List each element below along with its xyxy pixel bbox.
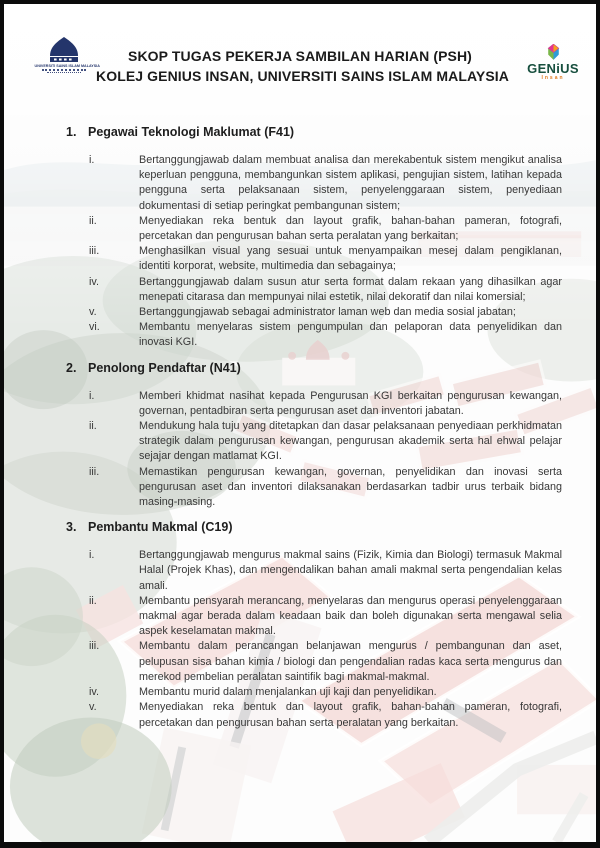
item-text: Membantu menyelaras sistem pengumpulan dan pelaporan data penyelidikan dan inovasi KGI.: [139, 321, 562, 349]
list-item: [62, 275, 562, 305]
item-text: Menyediakan reka bentuk dan layout grafik, bahan-bahan pameran, fotografi, percetakan dan pengurusan bahan serta peralatan yang berkaitan.: [139, 701, 562, 729]
item-numeral: iii.: [89, 465, 100, 478]
page-title: [96, 46, 509, 86]
title-line-2: KOLEJ GENIUS INSAN, UNIVERSITI SAINS ISLAM MALAYSIA: [96, 68, 509, 84]
title-line-1: SKOP TUGAS PEKERJA SAMBILAN HARIAN (PSH): [128, 48, 472, 64]
section-penolong-pendaftar: [62, 361, 562, 511]
section-number: 2.: [66, 360, 77, 375]
usim-logo-label: UNIVERSITI SAINS ISLAM MALAYSIA: [34, 63, 100, 68]
item-text: Menghasilkan visual yang sesuai untuk menyampaikan mesej dalam pengiklanan, identiti korporat, website, multimedia dan sebagainya;: [139, 245, 562, 273]
section-title: Pegawai Teknologi Maklumat (F41): [88, 125, 295, 139]
section-number: 1.: [66, 125, 77, 139]
item-numeral: ii.: [89, 420, 97, 433]
item-text: Bertanggungjawab dalam membuat analisa dan merekabentuk sistem mengikut analisa keperluan pengguna, membangunkan sistem aplikasi, pengujian sistem, latihan kepada pengguna serta pelaksanaan sistem, penyelenggaraan sistem, penyediaan dokumentasi di setiap peringkat pembangunan sistem;: [139, 154, 562, 212]
section-heading: [62, 361, 562, 376]
genius-insan-logo: [523, 44, 583, 82]
item-text: Bertanggungjawab sebagai administrator laman web dan media sosial jabatan;: [139, 306, 516, 319]
list-item: [62, 594, 562, 640]
list-item: [62, 320, 562, 350]
item-numeral: vi.: [89, 321, 100, 334]
job-scope-list: [4, 121, 596, 731]
item-text: Memberi khidmat nasihat kepada Pengurusan KGI berkaitan pengurusan kewangan, governan, pentadbiran serta pengurusan aset dan inventori jabatan.: [139, 389, 562, 417]
genius-wordmark: GENiUS: [527, 61, 579, 76]
section-number: 3.: [66, 520, 77, 535]
item-numeral: v.: [89, 701, 97, 714]
list-item: [62, 419, 562, 465]
item-text: Bertanggungjawab dalam susun atur serta format dalam rekaan yang dihasilkan agar menepati citarasa dan mempunyai nilai estetik, nilai dekoratif dan nilai komersial;: [139, 275, 562, 303]
item-text: Membantu murid dalam menjalankan uji kaji dan penyelidikan.: [139, 686, 437, 699]
section-heading: [62, 520, 562, 535]
usim-dome-icon: [44, 36, 84, 63]
item-numeral: i.: [89, 154, 95, 166]
item-text: Memastikan pengurusan kewangan, governan, penyelidikan dan inovasi serta pengurusan aset dan inventori dilaksanakan berdasarkan tadbir urus terbaik bidang masing-masing.: [139, 465, 562, 509]
genius-cube-icon: [544, 44, 563, 61]
list-item: [62, 700, 562, 730]
item-numeral: i.: [89, 549, 95, 562]
item-text: Mendukung hala tuju yang ditetapkan dan dasar pelaksanaan penyediaan perkhidmatan strategik dalam pengurusan kewangan, pengurusan akademik serta hal ehwal pelajar sejajar dengan matlamat KGI.: [139, 420, 562, 463]
item-numeral: iv.: [89, 686, 99, 699]
list-item: [62, 465, 562, 511]
section-pegawai-teknologi-maklumat: [62, 125, 562, 351]
list-item: [62, 685, 562, 700]
genius-insan-subtext: Insan: [541, 75, 565, 81]
item-numeral: iii.: [89, 640, 100, 653]
list-item: [62, 548, 562, 594]
document-header: [4, 4, 596, 121]
item-numeral: ii.: [89, 214, 97, 227]
usim-logo: [32, 36, 100, 73]
list-item: [62, 639, 562, 685]
item-numeral: i.: [89, 389, 95, 402]
list-item: [62, 305, 562, 320]
list-item: [62, 214, 562, 244]
item-numeral: iii.: [89, 245, 100, 258]
document-content: [4, 4, 596, 842]
item-text: Membantu pensyarah merancang, menyelaras dan mengurus operasi penyelenggaraan makmal agar berada dalam keadaan baik dan boleh digunakan serta mengawal selia aspek keselamatan makmal.: [139, 594, 562, 638]
usim-logo-tagline: [47, 72, 81, 73]
section-pembantu-makmal: [62, 520, 562, 730]
list-item: [62, 244, 562, 274]
item-text: Bertanggungjawab mengurus makmal sains (Fizik, Kimia dan Biologi) termasuk Makmal Halal (Projek Khas), dan mengendalikan bahan amali makmal serta pengendalian kelas amali.: [139, 549, 562, 592]
section-title: Pembantu Makmal (C19): [88, 520, 233, 535]
list-item: [62, 389, 562, 419]
item-text: Membantu dalam perancangan belanjawan mengurus / pembangunan dan aset, pelupusan sisa bahan kimia / biologi dan pengendalian radas kaca serta mengurus dan merekod pembelian peralatan saintifik bagi makmal-makmal.: [139, 640, 562, 683]
section-heading: [62, 125, 562, 140]
list-item: [62, 153, 562, 214]
item-numeral: v.: [89, 306, 97, 319]
item-text: Menyediakan reka bentuk dan layout grafik, bahan-bahan pameran, fotografi, percetakan dan pengurusan bahan serta peralatan yang berkaitan;: [139, 214, 562, 243]
item-numeral: ii.: [89, 594, 97, 607]
usim-logo-arabic-line: [42, 69, 86, 71]
section-title: Penolong Pendaftar (N41): [88, 360, 241, 375]
item-numeral: iv.: [89, 275, 99, 288]
